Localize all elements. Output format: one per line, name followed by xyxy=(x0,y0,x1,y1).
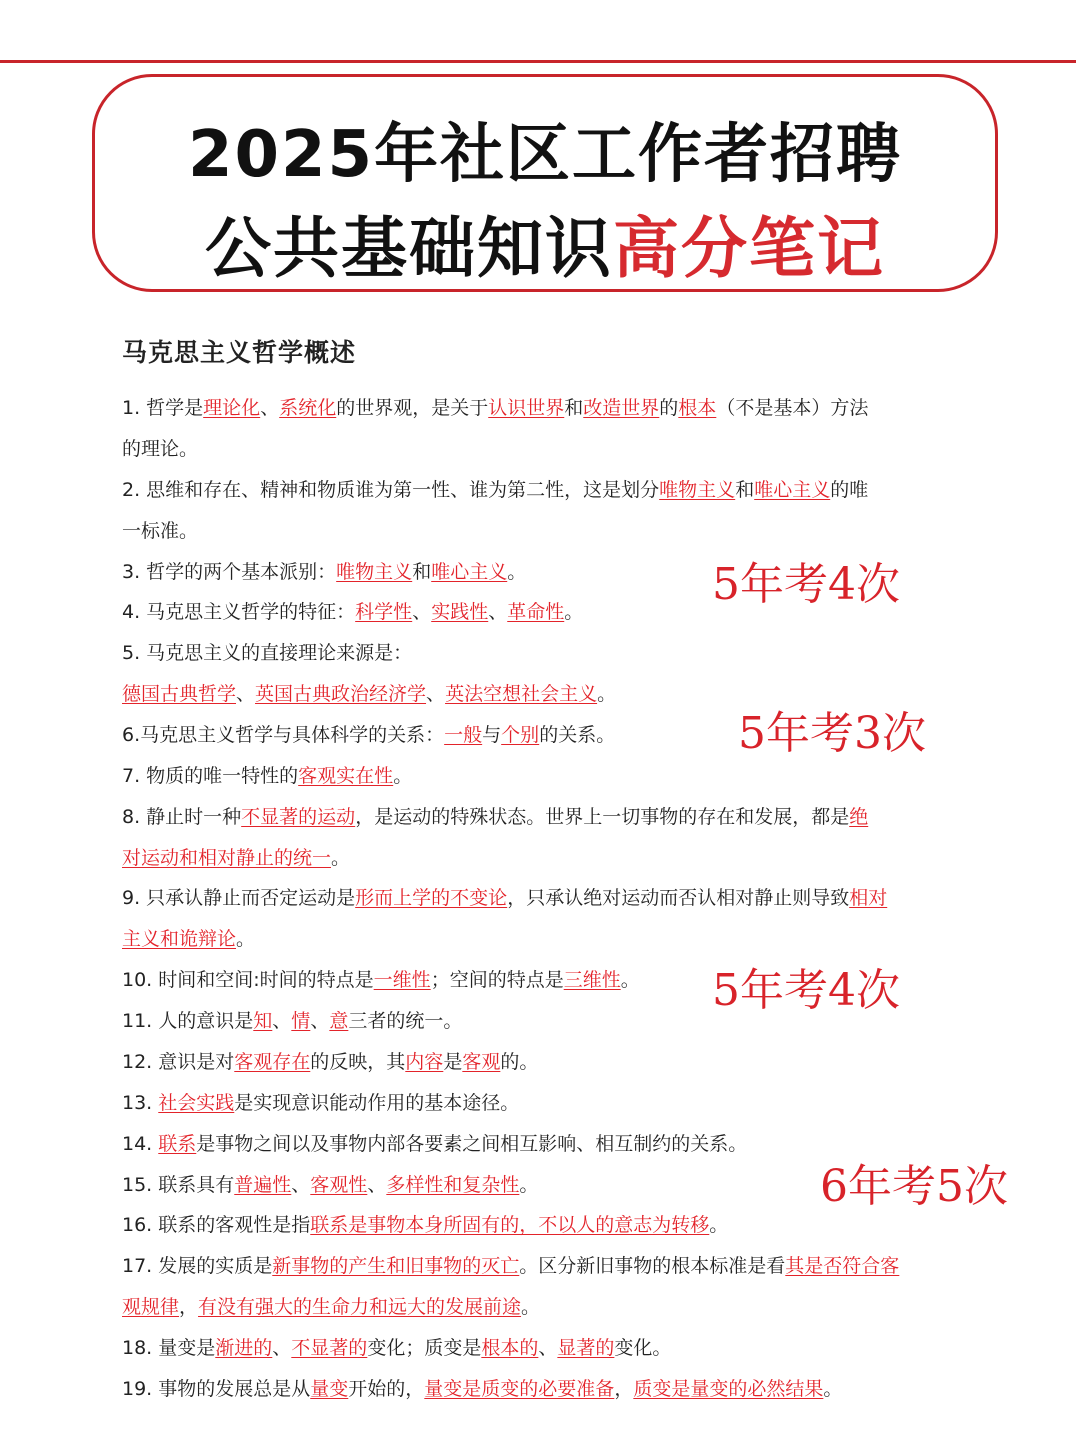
note-line xyxy=(122,437,198,461)
note-text: 6.马克思主义哲学与具体科学的关系： xyxy=(122,724,445,746)
note-line xyxy=(122,600,583,624)
highlight-term: 有没有强大的生命力和远大的发展前途 xyxy=(198,1296,522,1318)
highlight-term: 不显著的运动 xyxy=(241,806,356,828)
note-text: 8. 静止时一种 xyxy=(122,806,242,828)
highlight-term: 质变是量变的必然结果 xyxy=(633,1378,824,1400)
highlight-term: 唯物主义 xyxy=(336,561,413,583)
note-text: 4. 马克思主义哲学的特征： xyxy=(122,601,356,623)
note-text: 18. 量变是 xyxy=(122,1337,216,1359)
note-text: 变化。 xyxy=(614,1337,672,1359)
note-text: ，只承认绝对运动而否认相对静止则导致 xyxy=(507,887,850,909)
note-text: 15. 联系具有 xyxy=(122,1174,235,1196)
note-text: 。 xyxy=(393,765,413,787)
highlight-term: 量变是质变的必要准备 xyxy=(424,1378,615,1400)
note-line xyxy=(122,1336,671,1360)
highlight-term: 德国古典哲学 xyxy=(122,683,237,705)
note-text: 5. 马克思主义的直接理论来源是： xyxy=(122,642,413,664)
note-text: ；空间的特点是 xyxy=(430,969,564,991)
highlight-term: 客观存在 xyxy=(234,1051,311,1073)
note-line xyxy=(122,846,350,870)
highlight-term: 个别 xyxy=(501,724,540,746)
note-line xyxy=(122,1254,899,1278)
highlight-term: 唯心主义 xyxy=(754,479,831,501)
note-text: 变化；质变是 xyxy=(367,1337,482,1359)
highlight-term: 绝 xyxy=(849,806,869,828)
highlight-term: 根本的 xyxy=(481,1337,539,1359)
note-text: 的 xyxy=(659,397,679,419)
highlight-term: 主义和诡辩论 xyxy=(122,928,237,950)
note-text: 是实现意识能动作用的基本途径。 xyxy=(234,1092,520,1114)
title-banner xyxy=(92,74,998,292)
highlight-term: 实践性 xyxy=(431,601,489,623)
note-text: 、 xyxy=(412,601,432,623)
note-text: 和 xyxy=(735,479,755,501)
note-text: ， xyxy=(614,1378,634,1400)
highlight-term: 三维性 xyxy=(563,969,621,991)
highlight-term: 客观实在性 xyxy=(298,765,394,787)
note-text: 7. 物质的唯一特性的 xyxy=(122,765,299,787)
note-text: 17. 发展的实质是 xyxy=(122,1255,273,1277)
exam-frequency-stamp: 5年考3次 xyxy=(738,708,926,759)
highlight-term: 联系 xyxy=(158,1133,197,1155)
note-text: 16. 联系的客观性是指 xyxy=(122,1214,311,1236)
highlight-term: 一维性 xyxy=(373,969,431,991)
title-line-2-black: 公共基础知识 xyxy=(205,210,613,287)
highlight-term: 对运动和相对静止的统一 xyxy=(122,847,332,869)
note-text: 。 xyxy=(709,1214,729,1236)
note-text: 11. 人的意识是 xyxy=(122,1010,254,1032)
note-text: 和 xyxy=(412,561,432,583)
note-text: 、 xyxy=(310,1010,330,1032)
note-text: 。 xyxy=(620,969,640,991)
highlight-term: 其是否符合客 xyxy=(785,1255,900,1277)
note-line xyxy=(122,396,868,420)
note-text: 。区分新旧事物的根本标准是看 xyxy=(519,1255,786,1277)
note-text: 2. 思维和存在、精神和物质谁为第一性、谁为第二性，这是划分 xyxy=(122,479,660,501)
highlight-term: 唯心主义 xyxy=(431,561,508,583)
note-text: ，是运动的特殊状态。世界上一切事物的存在和发展，都是 xyxy=(355,806,850,828)
note-line xyxy=(122,560,526,584)
note-text: 19. 事物的发展总是从 xyxy=(122,1378,311,1400)
highlight-term: 显著的 xyxy=(557,1337,615,1359)
note-text: 的唯 xyxy=(830,479,869,501)
note-text: 。 xyxy=(236,928,256,950)
note-text: 14. xyxy=(122,1133,159,1155)
note-text: 。 xyxy=(823,1378,843,1400)
highlight-term: 革命性 xyxy=(507,601,565,623)
highlight-term: 联系是事物本身所固有的，不以人的意志为转移 xyxy=(310,1214,710,1236)
note-text: 12. 意识是对 xyxy=(122,1051,235,1073)
note-line xyxy=(122,1091,519,1115)
highlight-term: 相对 xyxy=(849,887,888,909)
highlight-term: 根本 xyxy=(678,397,717,419)
note-text: 、 xyxy=(236,683,256,705)
exam-frequency-stamp: 5年考4次 xyxy=(712,559,900,610)
note-line xyxy=(122,1295,540,1319)
note-text: 3. 哲学的两个基本派别： xyxy=(122,561,337,583)
note-text: 开始的， xyxy=(348,1378,425,1400)
note-line xyxy=(122,478,868,502)
title-line-1: 2025年社区工作者招聘 xyxy=(187,118,903,192)
note-line xyxy=(122,1377,842,1401)
highlight-term: 形而上学的不变论 xyxy=(355,887,508,909)
note-text: 、 xyxy=(260,397,280,419)
note-text: 和 xyxy=(564,397,584,419)
note-text: 与 xyxy=(482,724,502,746)
note-line xyxy=(122,886,887,910)
note-text: 。 xyxy=(331,847,351,869)
highlight-term: 情 xyxy=(291,1010,311,1032)
highlight-term: 系统化 xyxy=(279,397,337,419)
note-text: 是事物之间以及事物内部各要素之间相互影响、相互制约的关系。 xyxy=(196,1133,748,1155)
highlight-term: 英国古典政治经济学 xyxy=(255,683,427,705)
note-text: 、 xyxy=(272,1010,292,1032)
highlight-term: 新事物的产生和旧事物的灭亡 xyxy=(272,1255,520,1277)
note-text: 、 xyxy=(488,601,508,623)
note-text: 一标准。 xyxy=(122,520,199,542)
highlight-term: 普遍性 xyxy=(234,1174,292,1196)
note-line xyxy=(122,1173,538,1197)
exam-frequency-stamp: 5年考4次 xyxy=(712,965,900,1016)
note-text: 、 xyxy=(291,1174,311,1196)
note-text: 、 xyxy=(272,1337,292,1359)
highlight-term: 意 xyxy=(329,1010,349,1032)
note-text: 的关系。 xyxy=(539,724,616,746)
section-title: 马克思主义哲学概述 xyxy=(122,338,357,367)
note-line xyxy=(122,1132,747,1156)
note-text: 的世界观，是关于 xyxy=(336,397,489,419)
highlight-term: 社会实践 xyxy=(158,1092,235,1114)
title-line-2-red: 高分笔记 xyxy=(613,210,885,287)
note-text: 。 xyxy=(521,1296,541,1318)
highlight-term: 客观 xyxy=(462,1051,501,1073)
top-divider xyxy=(0,60,1076,63)
highlight-term: 改造世界 xyxy=(583,397,660,419)
note-line xyxy=(122,968,640,992)
note-text: （不是基本）方法 xyxy=(716,397,869,419)
highlight-term: 科学性 xyxy=(355,601,413,623)
note-line xyxy=(122,764,412,788)
note-line xyxy=(122,519,198,543)
highlight-term: 英法空想社会主义 xyxy=(445,683,598,705)
note-line xyxy=(122,682,616,706)
highlight-term: 认识世界 xyxy=(488,397,565,419)
highlight-term: 客观性 xyxy=(310,1174,368,1196)
note-text: 、 xyxy=(426,683,446,705)
highlight-term: 内容 xyxy=(405,1051,444,1073)
highlight-term: 不显著的 xyxy=(291,1337,368,1359)
highlight-term: 知 xyxy=(253,1010,273,1032)
note-text: 。 xyxy=(597,683,617,705)
note-line xyxy=(122,1213,728,1237)
exam-frequency-stamp: 6年考5次 xyxy=(820,1161,1008,1212)
note-line xyxy=(122,723,615,747)
highlight-term: 一般 xyxy=(444,724,483,746)
note-text: 、 xyxy=(538,1337,558,1359)
highlight-term: 理论化 xyxy=(203,397,261,419)
note-text: 的反映，其 xyxy=(310,1051,406,1073)
note-text: 9. 只承认静止而否定运动是 xyxy=(122,887,356,909)
note-text: 。 xyxy=(519,1174,539,1196)
note-text: ， xyxy=(179,1296,199,1318)
note-line xyxy=(122,641,412,665)
highlight-term: 观规律 xyxy=(122,1296,180,1318)
note-text: 13. xyxy=(122,1092,159,1114)
note-line xyxy=(122,1009,462,1033)
highlight-term: 多样性和复杂性 xyxy=(386,1174,520,1196)
title-line-2 xyxy=(95,195,995,290)
note-text: 1. 哲学是 xyxy=(122,397,204,419)
highlight-term: 渐进的 xyxy=(215,1337,273,1359)
note-text: 是 xyxy=(443,1051,463,1073)
note-text: 三者的统一。 xyxy=(348,1010,463,1032)
note-line xyxy=(122,927,255,951)
note-text: 的。 xyxy=(500,1051,539,1073)
highlight-term: 量变 xyxy=(310,1378,349,1400)
note-line xyxy=(122,805,868,829)
note-text: 的理论。 xyxy=(122,438,199,460)
highlight-term: 唯物主义 xyxy=(659,479,736,501)
note-text: 。 xyxy=(564,601,584,623)
note-text: 10. 时间和空间:时间的特点是 xyxy=(122,969,374,991)
note-text: 。 xyxy=(507,561,527,583)
note-text: 、 xyxy=(367,1174,387,1196)
note-line xyxy=(122,1050,538,1074)
